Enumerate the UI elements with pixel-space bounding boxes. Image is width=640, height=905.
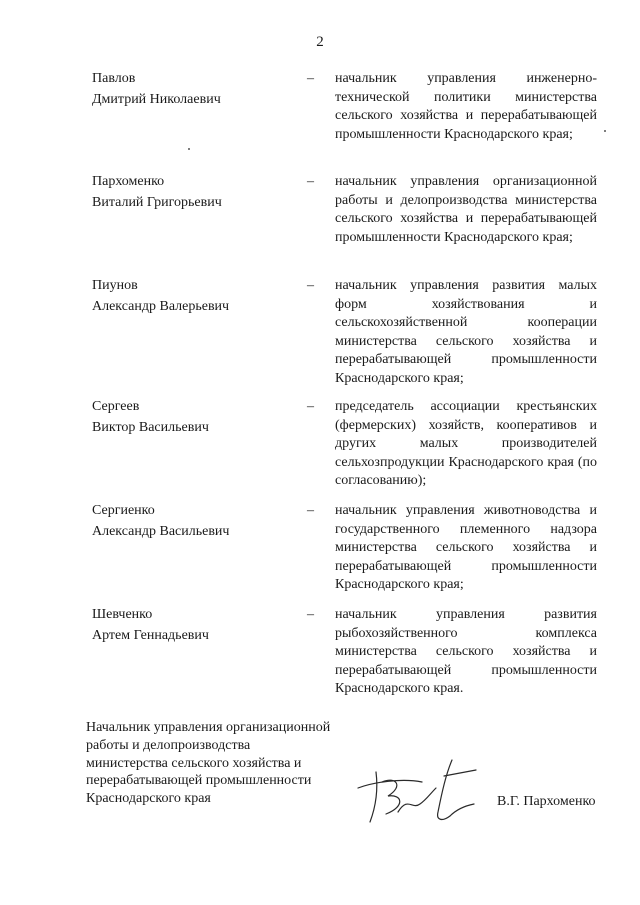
dash: –: [307, 174, 314, 189]
page-number: 2: [316, 34, 324, 50]
dash: –: [307, 503, 314, 518]
signatory-title-line: работы и делопроизводства: [86, 737, 251, 753]
member-name: [92, 396, 292, 438]
member-role: начальник управления развития малых форм хозяйствования и сельскохозяйственной кооперации министерства сельского хозяйства и перерабатывающей промышленности Краснодарского края;: [335, 278, 597, 386]
member-given-names: Виктор Васильевич: [92, 420, 209, 435]
signatory-title-line: Начальник управления организационной: [86, 720, 331, 735]
member-name: [92, 68, 292, 110]
scan-speck: [604, 130, 606, 132]
dash: –: [307, 71, 314, 86]
member-role: начальник управления развития рыбохозяйственного комплекса министерства сельского хозяйства и перерабатывающей промышленности Краснодарского края.: [335, 607, 597, 696]
member-given-names: Александр Васильевич: [92, 524, 230, 539]
member-name: [92, 604, 292, 646]
member-surname: Пархоменко: [92, 174, 165, 189]
member-surname: Сергеев: [92, 399, 140, 414]
member-surname: Пиунов: [92, 278, 138, 293]
member-role: начальник управления инженерно-технической политики министерства сельского хозяйства и перерабатывающей промышленности Краснодарского края;: [335, 71, 597, 142]
signatory-title-line: перерабатывающей промышленности: [86, 773, 312, 789]
dash: –: [307, 607, 314, 622]
member-role: начальник управления организационной работы и делопроизводства министерства сельского хозяйства и перерабатывающей промышленности Краснодарского края;: [335, 174, 597, 245]
member-name: [92, 500, 292, 542]
member-given-names: Дмитрий Николаевич: [92, 92, 221, 107]
scan-speck: [188, 148, 190, 150]
member-role: председатель ассоциации крестьянских (фермерских) хозяйств, кооперативов и других малых производителей сельхозпродукции Краснодарского края (по согласованию);: [335, 399, 597, 488]
member-surname: Сергиенко: [92, 503, 155, 518]
member-given-names: Артем Геннадьевич: [92, 628, 209, 643]
member-name: [92, 275, 292, 317]
member-role: начальник управления животноводства и государственного племенного надзора министерства сельского хозяйства и перерабатывающей промышленности Краснодарского края;: [335, 503, 597, 592]
member-surname: Павлов: [92, 71, 136, 86]
member-name: [92, 171, 292, 213]
signer-name: В.Г. Пархоменко: [497, 794, 596, 809]
handwritten-signature: [352, 752, 502, 832]
dash: –: [307, 399, 314, 414]
dash: –: [307, 278, 314, 293]
signatory-title-line: Краснодарского края: [86, 791, 211, 807]
member-surname: Шевченко: [92, 607, 153, 622]
member-given-names: Виталий Григорьевич: [92, 195, 222, 210]
signatory-title: [86, 719, 346, 808]
signatory-title-line: министерства сельского хозяйства и: [86, 755, 302, 771]
member-given-names: Александр Валерьевич: [92, 299, 230, 314]
